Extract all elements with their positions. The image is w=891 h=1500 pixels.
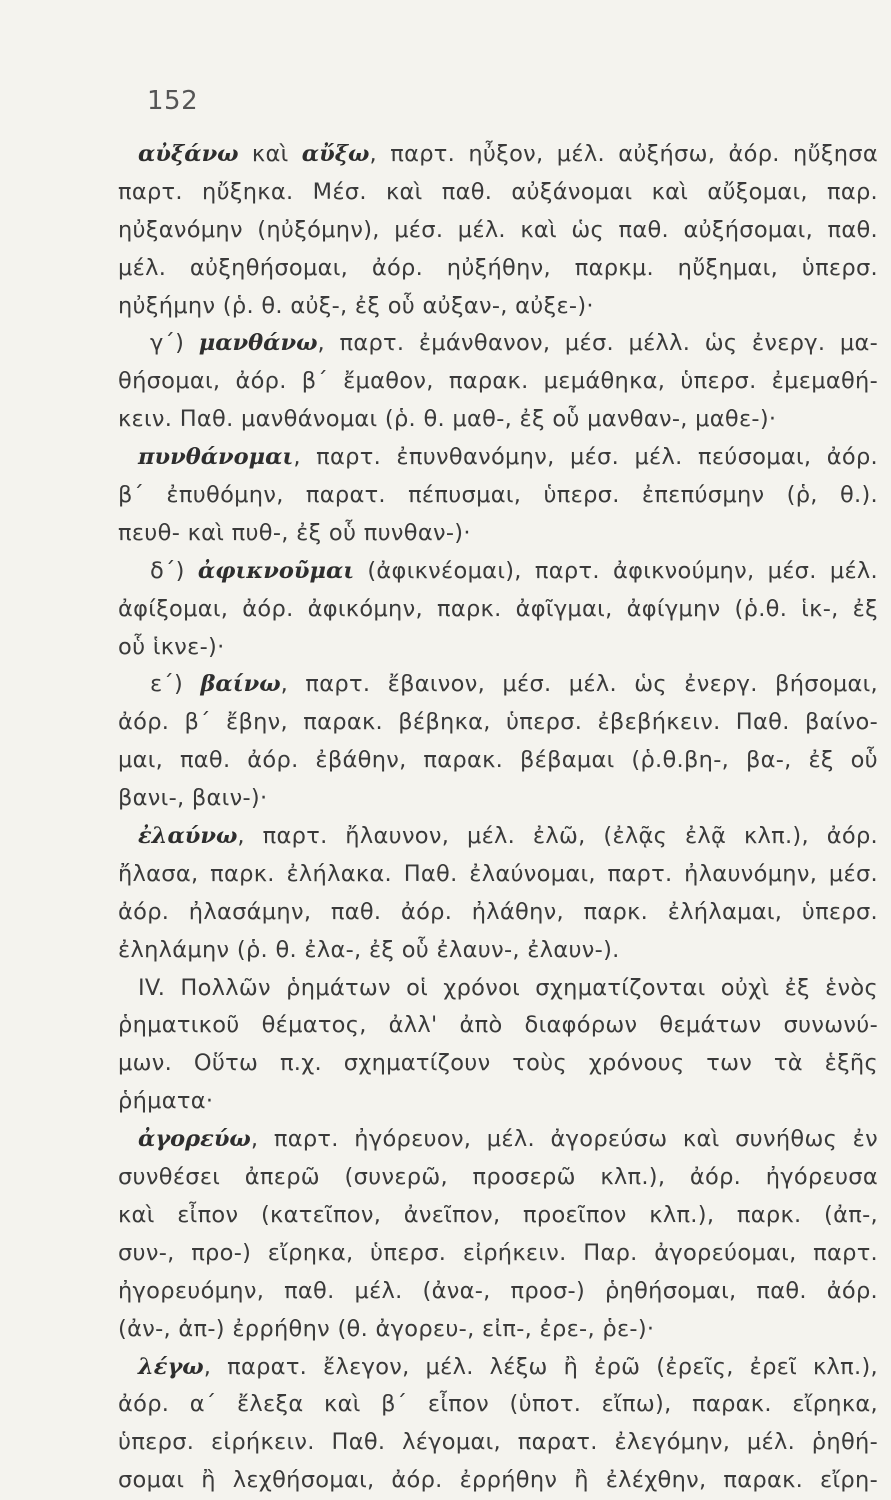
text-line xyxy=(118,818,878,856)
lemma-word: λέγω xyxy=(138,1353,204,1380)
text-line xyxy=(118,1349,878,1387)
line-text: πευθ- καὶ πυθ-, ἐξ οὗ πυνθαν-)· xyxy=(118,519,471,546)
line-text: οὗ ἱκνε-)· xyxy=(118,633,225,660)
text-line xyxy=(118,704,878,742)
line-text: β΄ ἐπυθόμην, παρατ. πέπυσμαι, ὑπερσ. ἐπεπύσμην (ῥ, θ.). xyxy=(118,482,878,509)
line-text: δ΄) xyxy=(150,557,198,584)
text-line xyxy=(118,742,878,780)
lemma-word: πυνθάνομαι xyxy=(138,444,294,471)
text-line xyxy=(118,553,878,591)
text-line xyxy=(118,250,878,288)
text-line xyxy=(118,174,878,212)
text-line xyxy=(118,325,878,363)
line-text: ἀφίξομαι, ἀόρ. ἀφικόμην, παρκ. ἀφῖγμαι, ἀφίγμην (ῥ.θ. ἱκ-, ἐξ xyxy=(118,595,878,622)
line-text: ηὐξήμην (ῥ. θ. αὐξ-, ἐξ οὗ αὐξαν-, αὐξε-)· xyxy=(118,292,594,319)
text-line xyxy=(118,629,878,667)
line-text: ἀόρ. β΄ ἔβην, παρακ. βέβηκα, ὑπερσ. ἐβεβήκειν. Παθ. βαίνο- xyxy=(118,709,878,736)
lemma-word: ἀγορεύω xyxy=(138,1126,251,1153)
text-line xyxy=(118,1386,878,1424)
text-line xyxy=(118,363,878,401)
text-line xyxy=(118,288,878,326)
text-line xyxy=(118,1311,878,1349)
text-line xyxy=(118,439,878,477)
text-line xyxy=(118,856,878,894)
line-text: ἀόρ. α΄ ἔλεξα καὶ β΄ εἶπον (ὑποτ. εἴπω), παρακ. εἴρηκα, xyxy=(118,1391,878,1418)
line-text: ὑπερσ. εἰρήκειν. Παθ. λέγομαι, παρατ. ἐλεγόμην, μέλ. ῥηθή- xyxy=(118,1429,878,1456)
line-text: ἠγορευόμην, παθ. μέλ. (ἀνα-, προσ-) ῥηθήσομαι, παθ. ἀόρ. xyxy=(118,1277,878,1304)
line-text: καὶ εἶπον (κατεῖπον, ἀνεῖπον, προεῖπον κλπ.), παρκ. (ἀπ-, xyxy=(118,1201,878,1228)
lemma-word: μανθάνω xyxy=(198,330,318,357)
text-line xyxy=(118,1197,878,1235)
line-text: καὶ xyxy=(238,141,302,167)
line-text: θήσομαι, ἀόρ. β΄ ἔμαθον, παρακ. μεμάθηκα, ὑπερσ. ἐμεμαθή- xyxy=(118,368,878,395)
line-text: (ἀν-, ἀπ-) ἐρρήθην (θ. ἀγορευ-, εἰπ-, ἐρε-, ῥε-)· xyxy=(118,1315,655,1342)
text-line xyxy=(118,591,878,629)
text-line xyxy=(118,780,878,818)
body-text xyxy=(118,136,878,1500)
text-line xyxy=(118,1424,878,1462)
line-text: παρτ. ηὔξηκα. Μέσ. καὶ παθ. αὐξάνομαι καὶ αὔξομαι, παρ. xyxy=(118,178,878,205)
line-text: μέλ. αὐξηθήσομαι, ἀόρ. ηὐξήθην, παρκμ. ηὔξημαι, ὑπερσ. xyxy=(118,254,878,281)
text-line xyxy=(118,212,878,250)
line-text: ε΄) xyxy=(150,671,201,698)
text-line xyxy=(118,1235,878,1273)
line-text: συν-, προ-) εἴρηκα, ὑπερσ. εἰρήκειν. Παρ. ἀγορεύομαι, παρτ. xyxy=(118,1239,878,1266)
line-text: κειν. Παθ. μανθάνομαι (ῥ. θ. μαθ-, ἐξ οὗ μανθαν-, μαθε-)· xyxy=(118,406,777,433)
text-line xyxy=(118,1273,878,1311)
text-line xyxy=(118,1462,878,1500)
line-text: (ἀφικνέομαι), παρτ. ἀφικνούμην, μέσ. μέλ. xyxy=(354,557,878,584)
line-text: μαι, παθ. ἀόρ. ἐβάθην, παρακ. βέβαμαι (ῥ.θ.βη-, βα-, ἐξ οὗ xyxy=(118,747,878,774)
page-number: 152 xyxy=(147,86,199,116)
line-text: , παρτ. ἠγόρευον, μέλ. ἀγορεύσω καὶ συνήθως ἐν xyxy=(250,1126,878,1153)
text-line xyxy=(118,666,878,704)
text-line xyxy=(118,1159,878,1197)
lemma-word: ἀφικνοῦμαι xyxy=(197,557,355,584)
line-text: ῥηματικοῦ θέματος, ἀλλ' ἀπὸ διαφόρων θεμάτων συνωνύ- xyxy=(118,1012,878,1039)
text-line xyxy=(118,1007,878,1045)
line-text: , παρτ. ηὖξον, μέλ. αὐξήσω, ἀόρ. ηὔξησα xyxy=(369,141,878,167)
line-text: ηὐξανόμην (ηὐξόμην), μέσ. μέλ. καὶ ὡς παθ. αὐξήσομαι, παθ. xyxy=(118,216,878,243)
lemma-word: αὔξω xyxy=(301,141,370,167)
text-line xyxy=(118,1121,878,1159)
line-text: συνθέσει ἀπερῶ (συνερῶ, προσερῶ κλπ.), ἀόρ. ἠγόρευσα xyxy=(118,1164,878,1191)
line-text: , παρατ. ἔλεγον, μέλ. λέξω ἢ ἐρῶ (ἐρεῖς, ἐρεῖ κλπ.), xyxy=(203,1353,878,1380)
line-text: ῥήματα· xyxy=(118,1088,214,1115)
text-line xyxy=(118,515,878,553)
text-line xyxy=(118,1083,878,1121)
line-text: ἤλασα, παρκ. ἐλήλακα. Παθ. ἐλαύνομαι, παρτ. ἠλαυνόμην, μέσ. xyxy=(118,860,878,887)
line-text: , παρτ. ἐπυνθανόμην, μέσ. μέλ. πεύσομαι, ἀόρ. xyxy=(293,444,878,471)
line-text: , παρτ. ἐμάνθανον, μέσ. μέλλ. ὡς ἐνεργ. μα- xyxy=(317,330,878,357)
line-text: , παρτ. ἤλαυνον, μέλ. ἐλῶ, (ἐλᾷς ἐλᾷ κλπ.), ἀόρ. xyxy=(237,823,878,850)
lemma-word: αὐξάνω xyxy=(138,141,239,167)
line-text: ἐληλάμην (ῥ. θ. ἐλα-, ἐξ οὗ ἐλαυν-, ἐλαυν-). xyxy=(118,936,620,963)
text-line xyxy=(118,136,878,174)
text-line xyxy=(118,932,878,970)
text-line xyxy=(118,477,878,515)
line-text: , παρτ. ἔβαινον, μέσ. μέλ. ὡς ἐνεργ. βήσομαι, xyxy=(280,671,878,698)
line-text: βανι-, βαιν-)· xyxy=(118,785,268,812)
lemma-word: ἐλαύνω xyxy=(138,823,238,850)
line-text: IV. Πολλῶν ῥημάτων οἱ χρόνοι σχηματίζονται οὐχὶ ἐξ ἑνὸς xyxy=(138,974,878,1001)
line-text: μων. Οὕτω π.χ. σχηματίζουν τοὺς χρόνους των τὰ ἑξῆς xyxy=(118,1050,878,1077)
text-line xyxy=(118,401,878,439)
lemma-word: βαίνω xyxy=(200,671,281,698)
text-line xyxy=(118,1045,878,1083)
text-line xyxy=(118,894,878,932)
line-text: γ΄) xyxy=(150,330,199,357)
text-line xyxy=(118,970,878,1008)
line-text: σομαι ἢ λεχθήσομαι, ἀόρ. ἐρρήθην ἢ ἐλέχθην, παρακ. εἴρη- xyxy=(118,1467,878,1494)
line-text: ἀόρ. ἠλασάμην, παθ. ἀόρ. ἠλάθην, παρκ. ἐλήλαμαι, ὑπερσ. xyxy=(118,898,878,925)
